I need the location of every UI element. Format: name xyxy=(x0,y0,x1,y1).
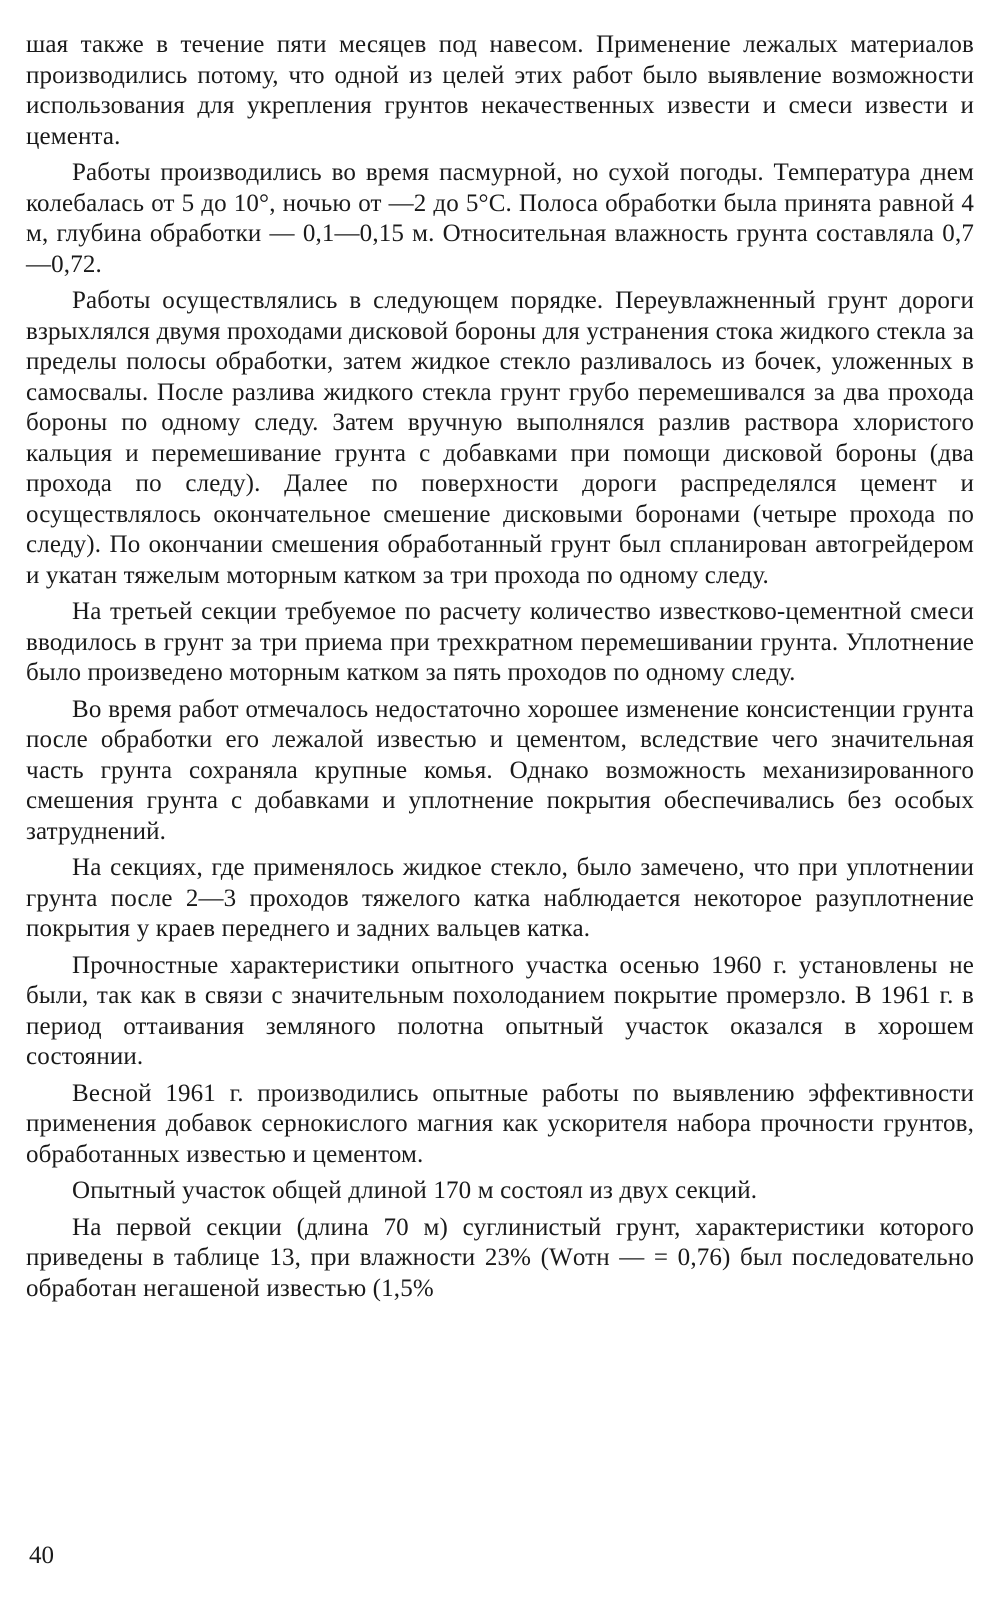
paragraph-spring-1961: Весной 1961 г. производились опытные работы по выявлению эффективности применения добавок сернокислого магния как ускорителя набора прочности грунтов, обработанных известью и цементом. xyxy=(26,1079,974,1168)
paragraph-first-section: На первой секции (длина 70 м) суглинистый грунт, характеристики которого приведены в таблице 13, при влажности 23% (Wотн — = 0,76) был последовательно обработан негашеной известью (1,5% xyxy=(26,1213,974,1302)
paragraph-strength: Прочностные характеристики опытного участка осенью 1960 г. установлены не были, так как в связи с значительным похолоданием покрытие промерзло. В 1961 г. в период оттаивания земляного полотна опытный участок оказался в хорошем состоянии. xyxy=(26,951,974,1070)
paragraph-weather: Работы производились во время пасмурной, но сухой погоды. Температура днем колебалась от 5 до 10°, ночью от —2 до 5°С. Полоса обработки была принята равной 4 м, глубина обработки — 0,1—0,15 м. Относительная влажность грунта составляла 0,7—0,72. xyxy=(26,159,974,278)
paragraph-observations: Во время работ отмечалось недостаточно хорошее изменение консистенции грунта после обработки его лежалой известью и цементом, вследствие чего значительная часть грунта сохраняла крупные комья. Однако возможность механизированного смешения грунта с добавками и уплотнение покрытия обеспечивались без особых затруднений. xyxy=(26,695,974,845)
paragraph-liquid-glass: На секциях, где применялось жидкое стекло, было замечено, что при уплотнении грунта после 2—3 проходов тяжелого катка наблюдается некоторое разуплотнение покрытия у краев переднего и задних вальцев катка. xyxy=(26,854,974,942)
paragraph-continuation: шая также в течение пяти месяцев под навесом. Применение лежалых материалов производились потому, что одной из целей этих работ было выявление возможности использования для укрепления грунтов некачественных извести и смеси извести и цемента. xyxy=(26,31,974,150)
page-body xyxy=(26,30,974,1310)
paragraph-work-order: Работы осуществлялись в следующем порядке. Переувлажненный грунт дороги взрыхлялся двумя проходами дисковой бороны для устранения стока жидкого стекла за пределы полосы обработки, затем жидкое стекло разливалось из бочек, уложенных в самосвалы. После разлива жидкого стекла грунт грубо перемешивался за два прохода бороны по одному следу. Затем вручную выполнялся разлив раствора хлористого кальция и перемешивание грунта с добавками при помощи дисковой бороны (два прохода по следу). Далее по поверхности дороги распределялся цемент и осуществлялось окончательное смешение дисковыми боронами (четыре прохода по следу). По окончании смешения обработанный грунт был спланирован автогрейдером и укатан тяжелым моторным катком за три прохода по одному следу. xyxy=(26,287,974,589)
paragraph-test-section: Опытный участок общей длиной 170 м состоял из двух секций. xyxy=(72,1177,758,1204)
paragraph-third-section: На третьей секции требуемое по расчету количество известково-цементной смеси вводилось в грунт за три приема при трехкратном перемешивании грунта. Уплотнение было произведено моторным катком за пять проходов по одному следу. xyxy=(26,598,974,686)
page-number: 40 xyxy=(29,1542,54,1569)
